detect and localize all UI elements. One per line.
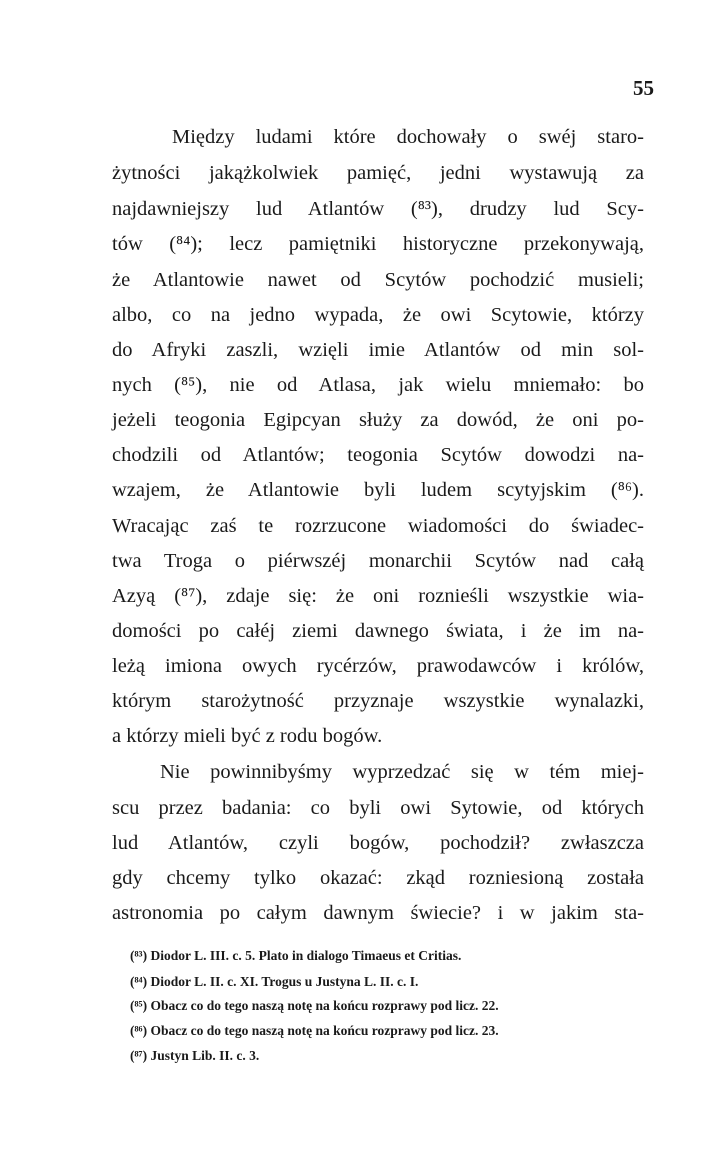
text-line: Nie powinnibyśmy wyprzedzać się w tém miej- — [160, 761, 644, 783]
page-number: 55 — [633, 76, 654, 100]
text-line: którym starożytność przyznaje wszystkie wynalazki, — [112, 690, 644, 712]
text-line: tów (⁸⁴); lecz pamiętniki historyczne przekonywają, — [112, 233, 644, 255]
text-line: scu przez badania: co byli owi Sytowie, od których — [112, 797, 644, 819]
text-line: albo, co na jedno wypada, że owi Scytowie, którzy — [112, 304, 644, 326]
text-line: a którzy mieli być z rodu bogów. — [112, 725, 383, 747]
text-line: najdawniejszy lud Atlantów (⁸³), drudzy lud Scy- — [112, 198, 644, 220]
text-line: że Atlantowie nawet od Scytów pochodzić musieli; — [112, 269, 644, 291]
footnote-84: (⁸⁴) Diodor L. II. c. XI. Trogus u Justyna L. II. c. I. — [130, 974, 419, 989]
text-line: astronomia po całym dawnym świecie? i w jakim sta- — [112, 902, 644, 924]
text-line: leżą imiona owych rycérzów, prawodawców i królów, — [112, 655, 644, 677]
footnote-85: (⁸⁵) Obacz co do tego naszą notę na końcu rozprawy pod licz. 22. — [130, 998, 499, 1013]
text-line: Między ludami które dochowały o swéj staro- — [172, 126, 644, 148]
text-line: lud Atlantów, czyli bogów, pochodził? zwłaszcza — [112, 832, 644, 854]
text-line: do Afryki zaszli, wzięli imie Atlantów od min sol- — [112, 339, 644, 361]
text-line: nych (⁸⁵), nie od Atlasa, jak wielu mniemało: bo — [112, 374, 644, 396]
text-line: domości po całéj ziemi dawnego świata, i że im na- — [112, 620, 644, 642]
text-line: wzajem, że Atlantowie byli ludem scytyjskim (⁸⁶). — [112, 479, 644, 501]
footnote-86: (⁸⁶) Obacz co do tego naszą notę na końcu rozprawy pod licz. 23. — [130, 1023, 499, 1038]
text-line: Wracając zaś te rozrzucone wiadomości do świadec- — [112, 515, 644, 537]
footnote-83: (⁸³) Diodor L. III. c. 5. Plato in dialogo Timaeus et Critias. — [130, 948, 462, 963]
text-line: chodzili od Atlantów; teogonia Scytów dowodzi na- — [112, 444, 644, 466]
footnote-87: (⁸⁷) Justyn Lib. II. c. 3. — [130, 1048, 260, 1063]
text-line: żytności jakążkolwiek pamięć, jedni wystawują za — [112, 162, 644, 184]
text-line: jeżeli teogonia Egipcyan służy za dowód, że oni po- — [112, 409, 644, 431]
text-line: gdy chcemy tylko okazać: zkąd rozniesioną została — [112, 867, 644, 889]
text-line: twa Troga o piérwszéj monarchii Scytów nad całą — [112, 550, 644, 572]
text-line: Azyą (⁸⁷), zdaje się: że oni roznieśli wszystkie wia- — [112, 585, 644, 607]
